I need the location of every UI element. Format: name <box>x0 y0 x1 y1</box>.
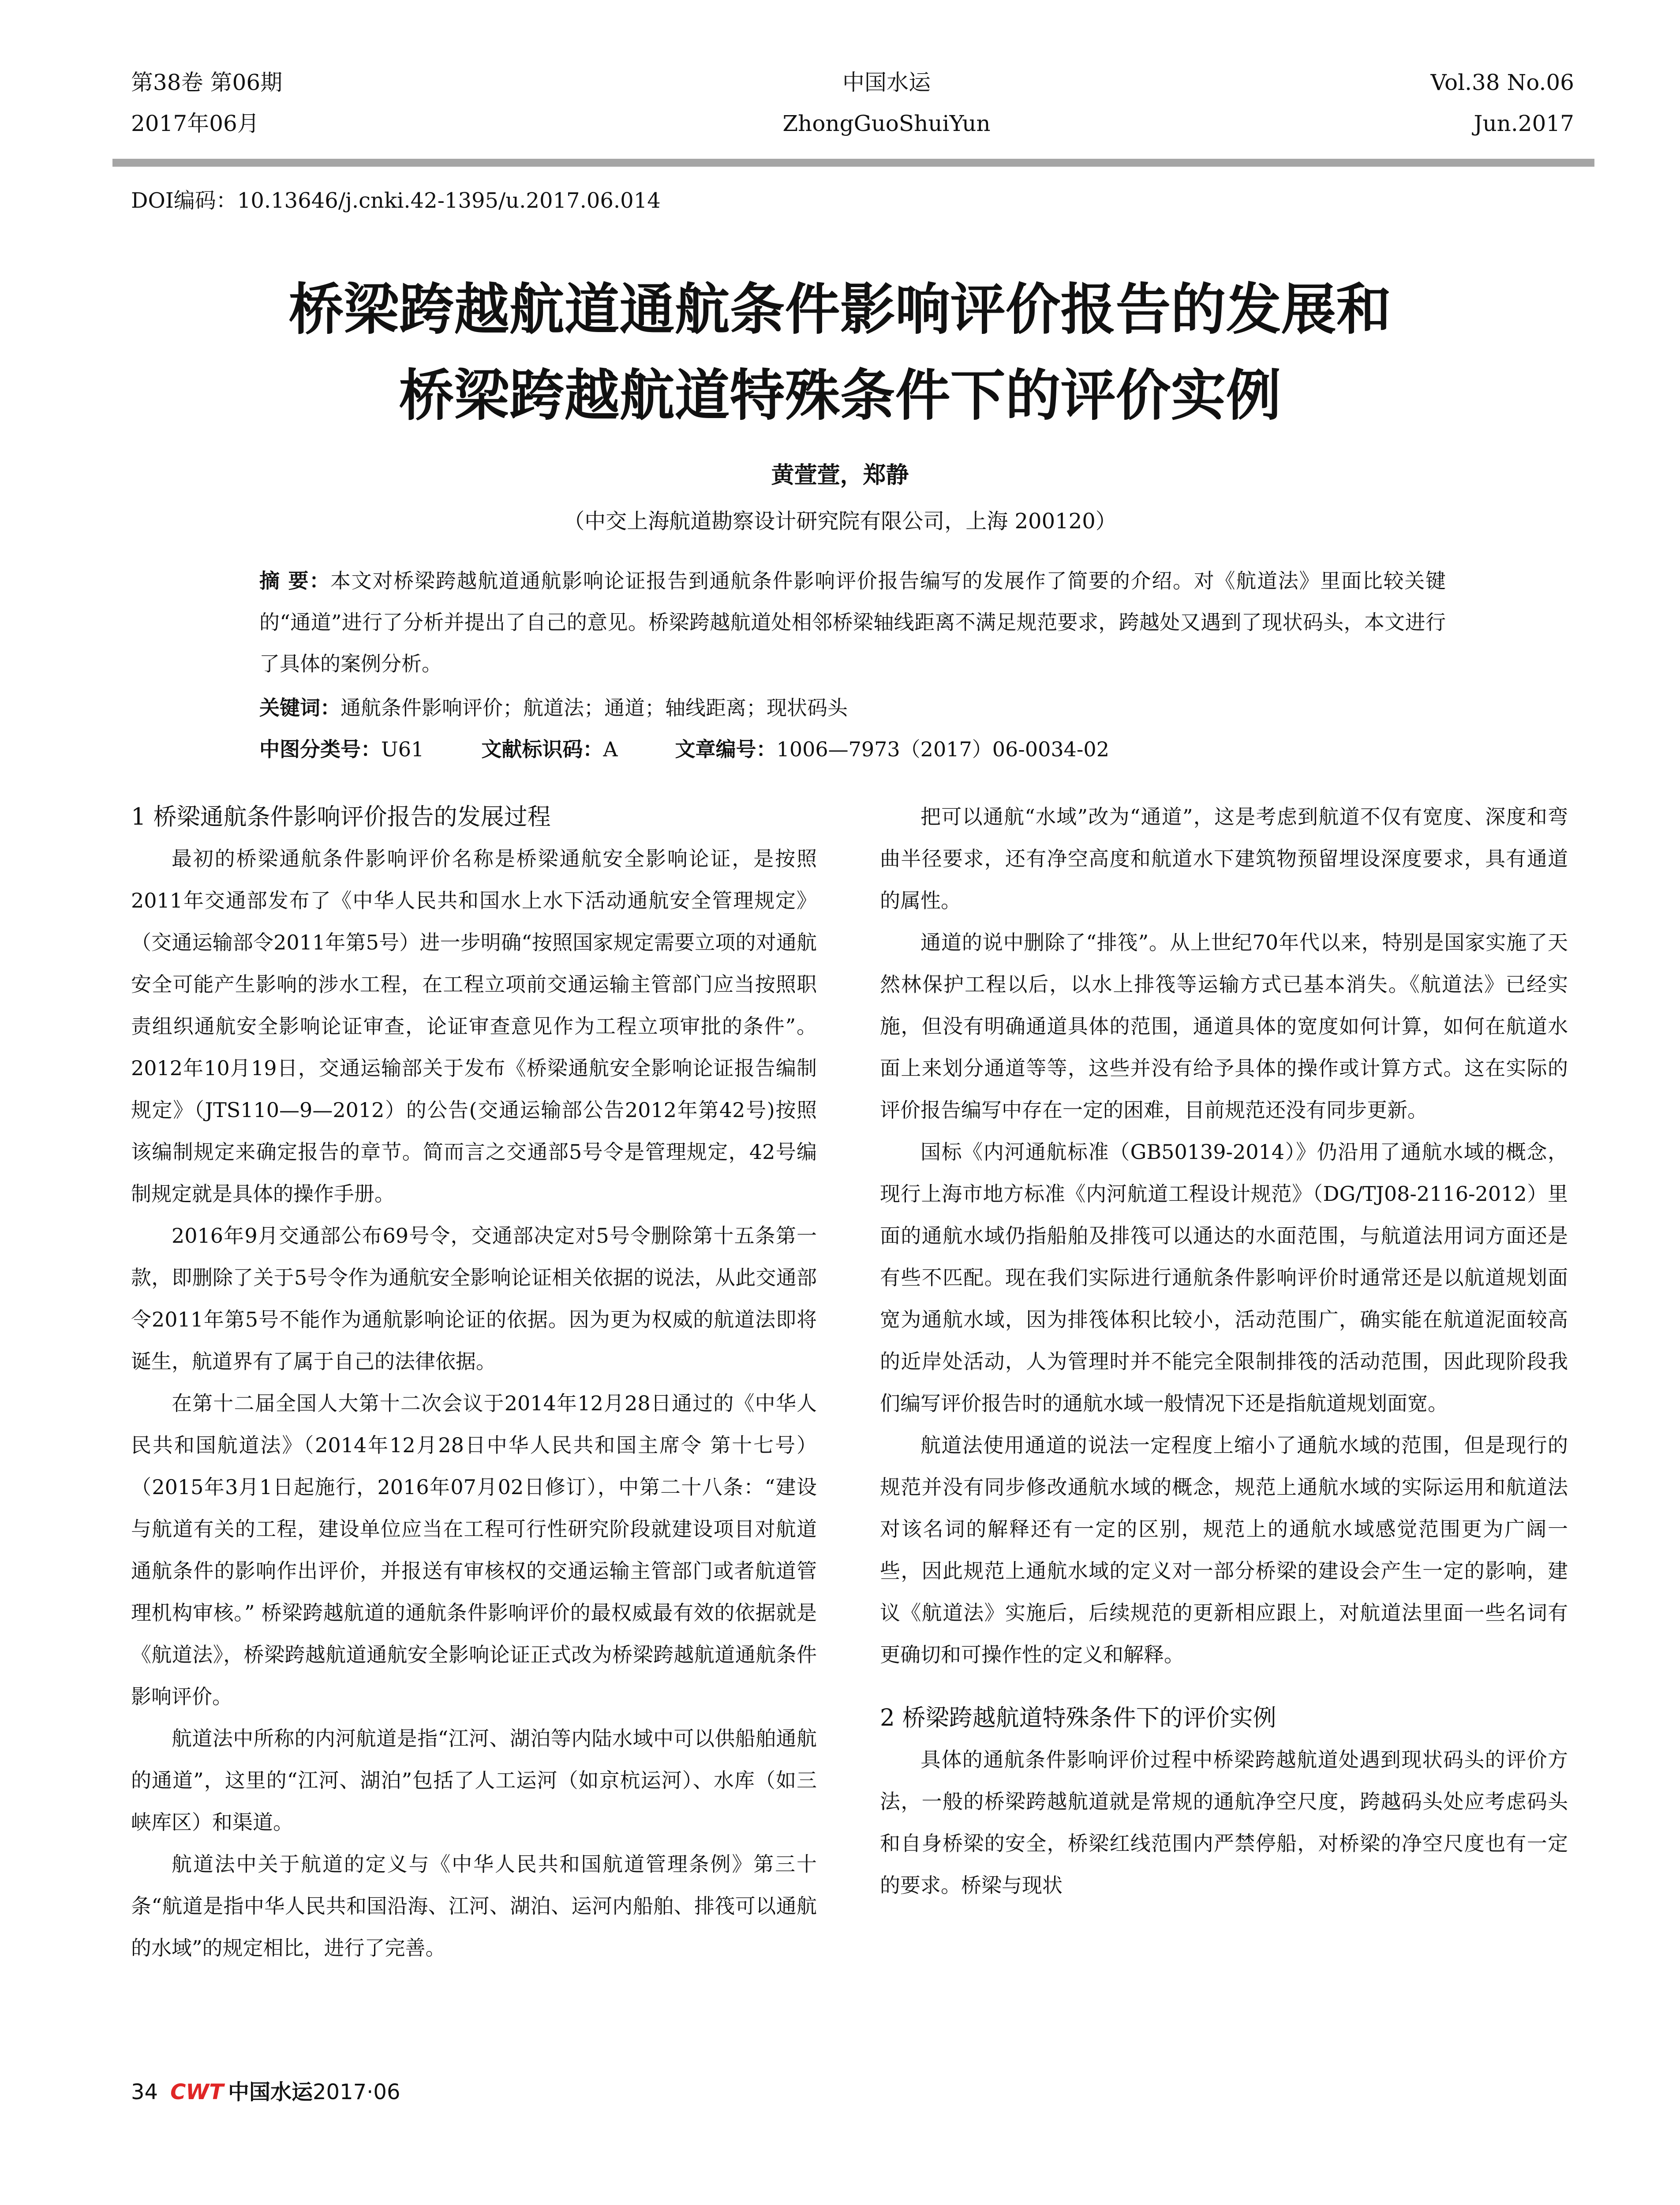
footer-journal-name: 中国水运 <box>228 2080 313 2104</box>
keywords <box>259 687 848 729</box>
volume-issue: 第38卷 第06期 <box>131 70 283 95</box>
body-paragraph: 通道的说中删除了“排筏”。从上世纪70年代以来，特别是国家实施了天然林保护工程以后，以水上排筏等运输方式已基本消失。《航道法》已经实施，但没有明确通道具体的范围，通道具体的宽度如何计算，如何在航道水面上来划分通道等等，这些并没有给予具体的操作或计算方式。这在实际的评价报告编写中存在一定的困难，目前规范还没有同步更新。 <box>880 931 1568 1122</box>
keywords-label: 关键词： <box>259 696 340 720</box>
volume-issue-en: Vol.38 No.06 <box>1430 70 1574 95</box>
clc-label: 中图分类号： <box>259 737 381 761</box>
body-paragraph: 在第十二届全国人大第十二次会议于2014年12月28日通过的《中华人民共和国航道法》（2014年12月28日中华人民共和国主席令 第十七号）（2015年3月1日起施行，2016年07月02日修订），中第二十八条：“建设与航道有关的工程，建设单位应当在工程可行性研究阶段就建设项目对航道通航条件的影响作出评价，并报送有审核权的交通运输主管部门或者航道管理机构审核。” 桥梁跨越航道的通航条件影响评价的最权威最有效的依据就是《航道法》，桥梁跨越航道通航安全影响论证正式改为桥梁跨越航道通航条件影响评价。 <box>131 1391 817 1708</box>
header-rule <box>112 159 1594 167</box>
left-column <box>131 796 817 1969</box>
abstract-text: 本文对桥梁跨越航道通航影响论证报告到通航条件影响评价报告编写的发展作了简要的介绍。对《航道法》里面比较关键的“通道”进行了分析并提出了自己的意见。桥梁跨越航道处相邻桥梁轴线距离不满足规范要求，跨越处又遇到了现状码头，本文进行了具体的案例分析。 <box>259 569 1446 676</box>
body-paragraph: 航道法中所称的内河航道是指“江河、湖泊等内陆水域中可以供船舶通航的通道”，这里的“江河、湖泊”包括了人工运河（如京杭运河）、水库（如三峡库区）和渠道。 <box>131 1727 817 1834</box>
title-line-2: 桥梁跨越航道特殊条件下的评价实例 <box>399 363 1281 428</box>
doc-code-value: A <box>603 737 618 761</box>
page-number: 34 <box>131 2080 158 2104</box>
body-paragraph: 航道法中关于航道的定义与《中华人民共和国航道管理条例》第三十条“航道是指中华人民共和国沿海、江河、湖泊、运河内船舶、排筏可以通航的水域”的规定相比，进行了完善。 <box>131 1852 817 1960</box>
publication-date: 2017年06月 <box>131 111 259 136</box>
article-number-label: 文章编号： <box>675 737 777 761</box>
section-heading-2: 2 桥梁跨越航道特殊条件下的评价实例 <box>880 1704 1276 1731</box>
journal-logo: CWT <box>170 2080 224 2104</box>
section-heading-1: 1 桥梁通航条件影响评价报告的发展过程 <box>131 804 551 830</box>
doc-code-label: 文献标识码： <box>481 737 603 761</box>
doi: DOI编码：10.13646/j.cnki.42-1395/u.2017.06.014 <box>131 188 661 213</box>
article-number-value: 1006—7973（2017）06-0034-02 <box>776 737 1109 761</box>
classification-line <box>259 729 1109 770</box>
publication-date-en: Jun.2017 <box>1474 111 1574 136</box>
journal-name-pinyin: ZhongGuoShuiYun <box>782 111 991 136</box>
body-paragraph: 国标《内河通航标准（GB50139-2014）》仍沿用了通航水域的概念，现行上海市地方标准《内河航道工程设计规范》（DG/TJ08-2116-2012）里面的通航水域仍指船舶及排筏可以通达的水面范围，与航道法用词方面还是有些不匹配。现在我们实际进行通航条件影响评价时通常还是以航道规划面宽为通航水域，因为排筏体积比较小，活动范围广，确实能在航道泥面较高的近岸处活动，人为管理时并不能完全限制排筏的活动范围，因此现阶段我们编写评价报告时的通航水域一般情况下还是指航道规划面宽。 <box>880 1140 1568 1415</box>
authors: 黄萱萱，郑静 <box>771 462 909 489</box>
abstract <box>259 560 1446 684</box>
page-footer <box>131 2078 400 2106</box>
body-paragraph: 把可以通航“水域”改为“通道”，这是考虑到航道不仅有宽度、深度和弯曲半径要求，还有净空高度和航道水下建筑物预留埋设深度要求，具有通道的属性。 <box>880 805 1568 912</box>
body-paragraph: 最初的桥梁通航条件影响评价名称是桥梁通航安全影响论证，是按照2011年交通部发布了《中华人民共和国水上水下活动通航安全管理规定》（交通运输部令2011年第5号）进一步明确“按照国家规定需要立项的对通航安全可能产生影响的涉水工程，在工程立项前交通运输主管部门应当按照职责组织通航安全影响论证审查，论证审查意见作为工程立项审批的条件”。2012年10月19日，交通运输部关于发布《桥梁通航安全影响论证报告编制规定》（JTS110—9—2012）的公告(交通运输部公告2012年第42号)按照该编制规定来确定报告的章节。简而言之交通部5号令是管理规定，42号编制规定就是具体的操作手册。 <box>131 847 817 1206</box>
right-column <box>880 796 1568 1906</box>
keywords-text: 通航条件影响评价；航道法；通道；轴线距离；现状码头 <box>340 696 848 720</box>
paper-title <box>88 267 1592 439</box>
body-paragraph: 2016年9月交通部公布69号令，交通部决定对5号令删除第十五条第一款，即删除了关于5号令作为通航安全影响论证相关依据的说法，从此交通部令2011年第5号不能作为通航影响论证的依据。因为更为权威的航道法即将诞生，航道界有了属于自己的法律依据。 <box>131 1224 817 1373</box>
journal-name: 中国水运 <box>842 70 931 95</box>
body-paragraph: 航道法使用通道的说法一定程度上缩小了通航水域的范围，但是现行的规范并没有同步修改通航水域的概念，规范上通航水域的实际运用和航道法对该名词的解释还有一定的区别，规范上的通航水域感觉范围更为广阔一些，因此规范上通航水域的定义对一部分桥梁的建设会产生一定的影响，建议《航道法》实施后，后续规范的更新相应跟上，对航道法里面一些名词有更确切和可操作性的定义和解释。 <box>880 1433 1568 1667</box>
clc-value: U61 <box>381 737 424 761</box>
title-line-1: 桥梁跨越航道通航条件影响评价报告的发展和 <box>288 277 1392 342</box>
body-paragraph: 具体的通航条件影响评价过程中桥梁跨越航道处遇到现状码头的评价方法，一般的桥梁跨越航道就是常规的通航净空尺度，跨越码头处应考虑码头和自身桥梁的安全，桥梁红线范围内严禁停船，对桥梁的净空尺度也有一定的要求。桥梁与现状 <box>880 1748 1568 1897</box>
footer-issue: 2017·06 <box>313 2080 400 2104</box>
abstract-label: 摘 要： <box>259 569 331 593</box>
affiliation: （中交上海航道勘察设计研究院有限公司，上海 200120） <box>563 509 1117 534</box>
